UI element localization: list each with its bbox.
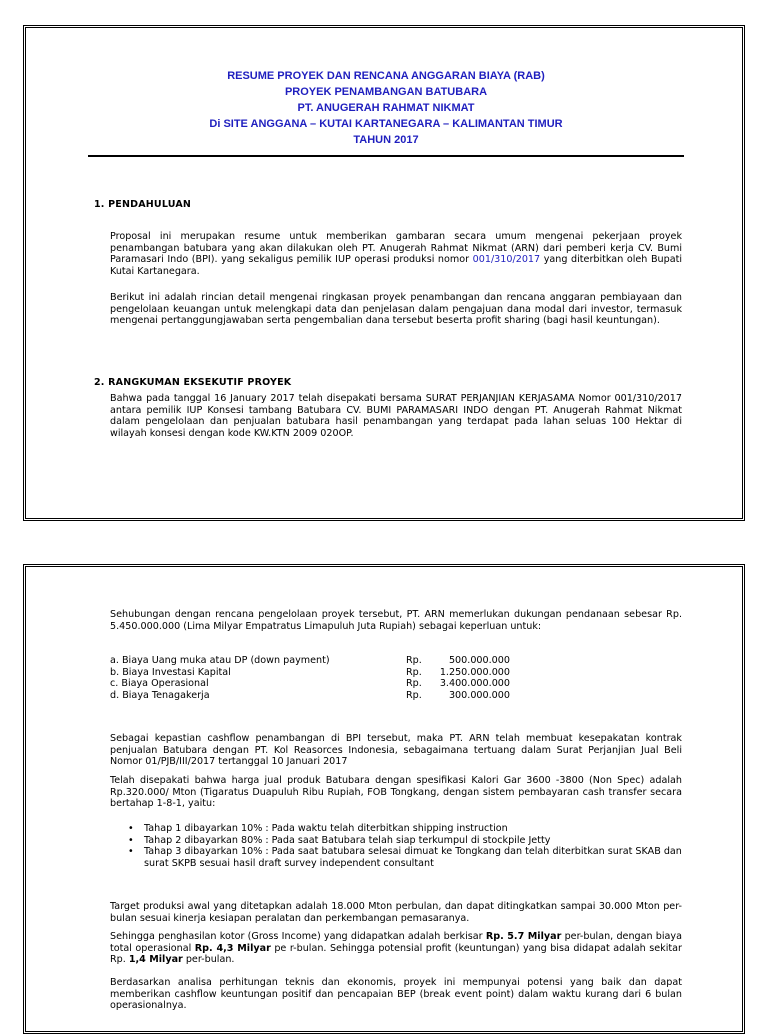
- paragraph-text: Proposal ini merupakan resume untuk memberikan gambaran secara umum mengenai pekerjaan proyek penambangan batubara yang akan dilakukan oleh PT. Anugerah Rahmat Nikmat (ARN) dari pemberi kerja CV. Bumi Paramasari Indo (BPI). yang sekaligus pemilik IUP operasi produksi nomor: [110, 231, 682, 265]
- bullet-icon: •: [128, 823, 134, 834]
- bullet-icon: •: [128, 846, 134, 857]
- list-item: [110, 823, 682, 835]
- gross-income-value: Rp. 5.7 Milyar: [485, 931, 562, 942]
- title-line-5: TAHUN 2017: [353, 134, 419, 146]
- list-item-text: Tahap 1 dibayarkan 10% : Pada waktu telah diterbitkan shipping instruction: [144, 823, 508, 834]
- list-item: [110, 846, 682, 869]
- section-1-paragraph-1: [110, 231, 682, 277]
- cost-list: [110, 655, 530, 701]
- profit-value: 1,4 Milyar: [128, 954, 183, 965]
- document-title: [88, 68, 684, 157]
- list-item: [110, 835, 682, 847]
- section-1-heading: 1. PENDAHULUAN: [94, 199, 192, 210]
- cost-currency: Rp.: [406, 678, 422, 689]
- paragraph-text: yang diterbitkan oleh Bupati Kutai Kartanegara.: [110, 254, 683, 277]
- cost-currency: Rp.: [406, 655, 422, 666]
- section-2-paragraph-1: Bahwa pada tanggal 16 January 2017 telah disepakati bersama SURAT PERJANJIAN KERJASAMA Nomor 001/310/2017 antara pemilik IUP Konsesi tambang Batubara CV. BUMI PARAMASARI INDO dengan PT. Anugerah Rahmat Nikmat dalam pengelolaan dan penjualan batubara hasil penambangan yang terdapat pada lahan seluas 100 Hektar di wilayah konsesi dengan kode KW.KTN 2009 020OP.: [110, 393, 682, 439]
- cost-amount: 3.400.000.000: [439, 678, 510, 689]
- analysis-paragraph: Berdasarkan analisa perhitungan teknis dan ekonomis, proyek ini mempunyai potensi yang baik dan dapat memberikan cashflow keuntungan positif dan pencapaian BEP (break event point) dalam waktu kurang dari 6 bulan operasionalnya.: [110, 977, 682, 1011]
- title-line-1: RESUME PROYEK DAN RENCANA ANGGARAN BIAYA (RAB): [227, 70, 545, 82]
- cost-row: [110, 667, 530, 679]
- cost-amount: 500.000.000: [448, 655, 510, 666]
- cost-label: c. Biaya Operasional: [110, 678, 209, 689]
- paragraph-text: Sehingga penghasilan kotor (Gross Income) yang didapatkan adalah berkisar: [110, 931, 486, 942]
- title-line-2: PROYEK PENAMBANGAN BATUBARA: [284, 86, 488, 98]
- price-paragraph: Telah disepakati bahwa harga jual produk Batubara dengan spesifikasi Kalori Gar 3600 -3800 (Non Spec) adalah Rp.320.000/ Mton (Tigaratus Duapuluh Ribu Rupiah, FOB Tongkang, dengan sistem pembayaran cash transfer secara bertahap 1-8-1, yaitu:: [110, 775, 682, 809]
- document-page-2: [23, 564, 745, 1034]
- cost-amount: 1.250.000.000: [439, 666, 510, 678]
- list-item-text: Tahap 2 dibayarkan 80% : Pada saat Batubara telah siap terkumpul di stockpile Jetty: [144, 834, 551, 846]
- cost-currency: Rp.: [406, 666, 422, 678]
- income-paragraph: [110, 931, 682, 966]
- cost-label: d. Biaya Tenagakerja: [110, 689, 210, 701]
- payment-stage-list: [110, 823, 682, 869]
- cost-label: a. Biaya Uang muka atau DP (down payment): [110, 655, 330, 666]
- title-line-4: Di SITE ANGGANA – KUTAI KARTANEGARA – KALIMANTAN TIMUR: [209, 118, 563, 130]
- cost-row: [110, 690, 530, 702]
- cost-currency: Rp.: [406, 689, 422, 701]
- cashflow-paragraph: Sebagai kepastian cashflow penambangan di BPI tersebut, maka PT. ARN telah membuat kesepakatan kontrak penjualan Batubara dengan PT. Kol Reasorces Indonesia, sebagaimana tertuang dalam Surat Perjanjian Jual Beli Nomor 01/PJB/III/2017 tertanggal 10 Januari 2017: [110, 733, 682, 767]
- paragraph-text: per-bulan.: [182, 954, 235, 965]
- list-item-text: Tahap 3 dibayarkan 10% : Pada saat batubara selesai dimuat ke Tongkang dan telah diterbitkan surat SKAB dan surat SKPB sesuai hasil draft survey independent consultant: [144, 846, 682, 869]
- cost-label: b. Biaya Investasi Kapital: [110, 666, 231, 678]
- cost-row: [110, 678, 530, 690]
- operational-cost-value: Rp. 4,3 Milyar: [194, 942, 271, 954]
- funding-intro-paragraph: Sehubungan dengan rencana pengelolaan proyek tersebut, PT. ARN memerlukan dukungan pendanaan sebesar Rp. 5.450.000.000 (Lima Milyar Empatratus Limapuluh Juta Rupiah) sebagai keperluan untuk:: [110, 609, 682, 632]
- cost-row: [110, 655, 530, 667]
- iup-number-link[interactable]: 001/310/2017: [472, 254, 541, 265]
- production-target-paragraph: Target produksi awal yang ditetapkan adalah 18.000 Mton perbulan, dan dapat ditingkatkan sampai 30.000 Mton per-bulan sesuai kinerja kesiapan peralatan dan perkembangan pemasaranya.: [110, 901, 682, 924]
- cost-amount: 300.000.000: [448, 689, 510, 701]
- section-1-paragraph-2: Berikut ini adalah rincian detail mengenai ringkasan proyek penambangan dan rencana anggaran pembiayaan dan pengelolaan keuangan untuk melengkapi data dan penjelasan dalam pengajuan dana modal dari investor, termasuk mengenai pertanggungjawaban serta pengembalian dana tersebut beserta profit sharing (bagi hasil keuntungan).: [110, 292, 682, 326]
- paragraph-text: pe r-bulan. Sehingga potensial profit (keuntungan) yang bisa didapat adalah sekitar Rp.: [110, 942, 682, 965]
- document-page-1: [23, 25, 745, 521]
- bullet-icon: •: [128, 834, 134, 846]
- title-line-3: PT. ANUGERAH RAHMAT NIKMAT: [297, 102, 475, 114]
- paragraph-text: per-bulan, dengan biaya total operasional: [110, 931, 682, 954]
- section-2-heading: 2. RANGKUMAN EKSEKUTIF PROYEK: [94, 377, 292, 388]
